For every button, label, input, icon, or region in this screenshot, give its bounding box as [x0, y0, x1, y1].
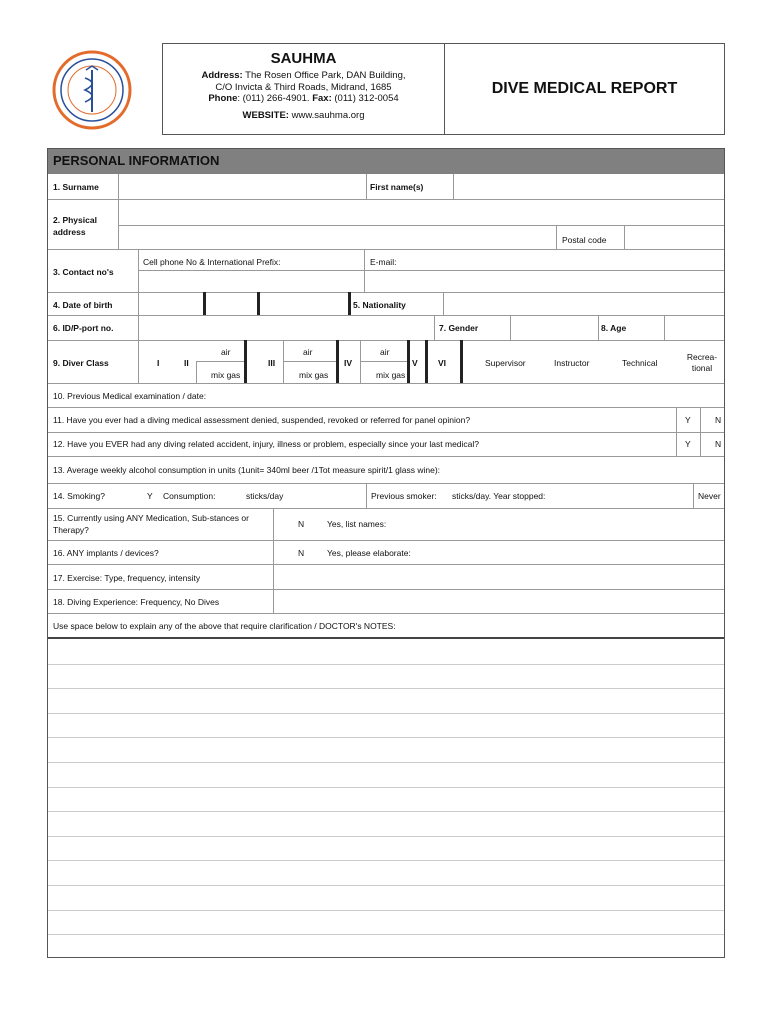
q12-yes[interactable]: Y — [685, 439, 691, 449]
notes-rule-line — [48, 713, 724, 714]
website: WEBSITE: www.sauhma.org — [242, 109, 365, 121]
notes-rule-line — [48, 811, 724, 812]
notes-rule-line — [48, 860, 724, 861]
recreational-option-2[interactable]: tional — [691, 363, 713, 373]
col-divider — [693, 483, 694, 508]
class-ii-air[interactable]: air — [221, 347, 231, 357]
col-divider — [407, 340, 410, 383]
row-divider — [48, 432, 724, 433]
col-divider — [118, 174, 119, 199]
row-divider — [48, 540, 724, 541]
col-divider — [138, 292, 139, 315]
q14-label: 14. Smoking? — [53, 491, 105, 501]
q11-no[interactable]: N — [715, 415, 722, 425]
q18-input[interactable] — [275, 591, 722, 611]
col-divider — [624, 225, 625, 249]
id-input[interactable] — [140, 317, 432, 338]
row-divider — [48, 249, 724, 250]
class-iv[interactable]: IV — [344, 358, 353, 368]
col-divider — [244, 340, 247, 383]
col-divider — [138, 315, 139, 340]
class-iv-air[interactable]: air — [380, 347, 390, 357]
notes-rule-line — [48, 910, 724, 911]
col-divider — [196, 361, 197, 383]
row-divider — [118, 225, 724, 226]
email-input[interactable] — [366, 272, 722, 290]
document-title: DIVE MEDICAL REPORT — [491, 80, 678, 97]
col-divider — [348, 292, 351, 315]
row-divider — [196, 361, 244, 362]
notes-rule-line — [48, 836, 724, 837]
contact-block — [163, 44, 445, 134]
col-divider — [434, 315, 435, 340]
address-input-1[interactable] — [120, 201, 722, 223]
letterhead — [162, 43, 725, 135]
class-v[interactable]: V — [412, 358, 418, 368]
row-divider — [48, 340, 724, 341]
gender-label: 7. Gender — [439, 323, 479, 333]
col-divider — [664, 315, 665, 340]
class-i[interactable]: I — [157, 358, 160, 368]
q12-label: 12. Have you EVER had any diving related accident, injury, illness or problem, especially since your last medical? — [53, 439, 480, 449]
sauhma-logo — [52, 50, 132, 130]
dob-label: 4. Date of birth — [53, 300, 113, 310]
nationality-label: 5. Nationality — [353, 300, 406, 310]
col-divider — [460, 340, 463, 383]
q12-no[interactable]: N — [715, 439, 722, 449]
class-iii-air[interactable]: air — [303, 347, 313, 357]
q14-yes[interactable]: Y — [147, 491, 153, 501]
row-divider — [48, 407, 724, 408]
col-divider — [676, 407, 677, 456]
q14-sticks: sticks/day — [246, 491, 284, 501]
col-divider — [425, 340, 428, 383]
row-divider — [48, 292, 724, 293]
class-iv-mix-gas[interactable]: mix gas — [376, 370, 406, 380]
notes-rule-line — [48, 664, 724, 665]
notes-rule-line — [48, 934, 724, 935]
section-title: PERSONAL INFORMATION — [53, 153, 220, 168]
row-divider — [360, 361, 407, 362]
row-divider — [48, 383, 724, 384]
instructor-option[interactable]: Instructor — [554, 358, 590, 368]
address-input-2[interactable] — [120, 227, 554, 247]
id-label: 6. ID/P-port no. — [53, 323, 114, 333]
surname-input[interactable] — [120, 176, 364, 197]
notes-rule-line — [48, 885, 724, 886]
q16-label: 16. ANY implants / devices? — [53, 548, 159, 558]
q16-no[interactable]: N — [298, 548, 305, 558]
col-divider — [366, 483, 367, 508]
class-ii[interactable]: II — [184, 358, 189, 368]
q18-label: 18. Diving Experience: Frequency, No Dives — [53, 597, 220, 607]
q14-previous: Previous smoker: — [371, 491, 437, 501]
q15-label-1: 15. Currently using ANY Medication, Sub-stances or — [53, 513, 249, 523]
contact-label: 3. Contact no's — [53, 267, 114, 277]
q10-label: 10. Previous Medical examination / date: — [53, 391, 207, 401]
class-vi[interactable]: VI — [438, 358, 447, 368]
cell-phone-input[interactable] — [140, 272, 362, 290]
notes-rule-line — [48, 787, 724, 788]
col-divider — [510, 315, 511, 340]
col-divider — [453, 174, 454, 199]
age-label: 8. Age — [601, 323, 627, 333]
q14-consumption: Consumption: — [163, 491, 216, 501]
col-divider — [273, 508, 274, 613]
q13-label: 13. Average weekly alcohol consumption in units (1unit= 340ml beer /1Tot measure spirit/1 glass wine): — [53, 465, 441, 475]
email-label: E-mail: — [370, 257, 397, 267]
nationality-input[interactable] — [445, 294, 722, 313]
row-divider — [48, 589, 724, 590]
medical-form — [47, 148, 725, 958]
surname-label: 1. Surname — [53, 182, 99, 192]
col-divider — [556, 225, 557, 249]
class-iii-mix-gas[interactable]: mix gas — [299, 370, 329, 380]
col-divider — [443, 292, 444, 315]
row-divider — [283, 361, 336, 362]
col-divider — [138, 340, 139, 383]
col-divider — [138, 249, 139, 292]
age-input[interactable] — [666, 317, 722, 338]
class-ii-mix-gas[interactable]: mix gas — [211, 370, 241, 380]
gender-input[interactable] — [512, 317, 596, 338]
q14-never[interactable]: Never — [698, 491, 721, 501]
row-divider — [48, 456, 724, 457]
postal-code-label: Postal code — [562, 235, 607, 245]
class-iii[interactable]: III — [268, 358, 276, 368]
col-divider — [118, 199, 119, 249]
q14-stopped: sticks/day. Year stopped: — [452, 491, 546, 501]
supervisor-option[interactable]: Supervisor — [485, 358, 526, 368]
notes-rule-line — [48, 737, 724, 738]
recreational-option-1[interactable]: Recrea- — [686, 352, 718, 362]
dob-input[interactable] — [140, 294, 346, 313]
row-divider — [48, 199, 724, 200]
row-divider — [138, 270, 724, 271]
col-divider — [336, 340, 339, 383]
doctors-notes-area[interactable] — [48, 639, 724, 957]
q17-input[interactable] — [275, 566, 722, 587]
q15-no[interactable]: N — [298, 519, 305, 529]
q11-label: 11. Have you ever had a diving medical assessment denied, suspended, revoked or referred for panel opinion? — [53, 415, 471, 425]
postal-code-input[interactable] — [626, 227, 722, 247]
row-divider — [48, 315, 724, 316]
address-label-1: 2. Physical — [53, 215, 97, 225]
first-names-input[interactable] — [455, 176, 722, 197]
row-divider — [48, 613, 724, 614]
q17-label: 17. Exercise: Type, frequency, intensity — [53, 573, 201, 583]
col-divider — [700, 407, 701, 456]
notes-label: Use space below to explain any of the above that require clarification / DOCTOR's NOTES: — [53, 621, 396, 631]
q16-yes-label: Yes, please elaborate: — [327, 548, 411, 558]
address-label-2: address — [53, 227, 86, 237]
cell-phone-label: Cell phone No & International Prefix: — [143, 257, 281, 267]
section-header — [48, 149, 724, 174]
org-name: SAUHMA — [270, 50, 337, 67]
notes-rule-line — [48, 762, 724, 763]
row-divider — [48, 483, 724, 484]
notes-rule-line — [48, 688, 724, 689]
technical-option[interactable]: Technical — [622, 358, 658, 368]
col-divider — [598, 315, 599, 340]
q15-yes-label: Yes, list names: — [327, 519, 387, 529]
address: Address: The Rosen Office Park, DAN Building, C/O Invicta & Third Roads, Midrand, 1685 Phone: (011) 266-4901. Fax: (011) 312-0054 — [201, 70, 406, 104]
first-names-label: First name(s) — [370, 182, 424, 192]
row-divider — [48, 564, 724, 565]
q15-label-2: Therapy? — [53, 525, 89, 535]
col-divider — [366, 174, 367, 199]
diver-class-label: 9. Diver Class — [53, 358, 109, 368]
row-divider — [48, 508, 724, 509]
q11-yes[interactable]: Y — [685, 415, 691, 425]
col-divider — [364, 249, 365, 292]
